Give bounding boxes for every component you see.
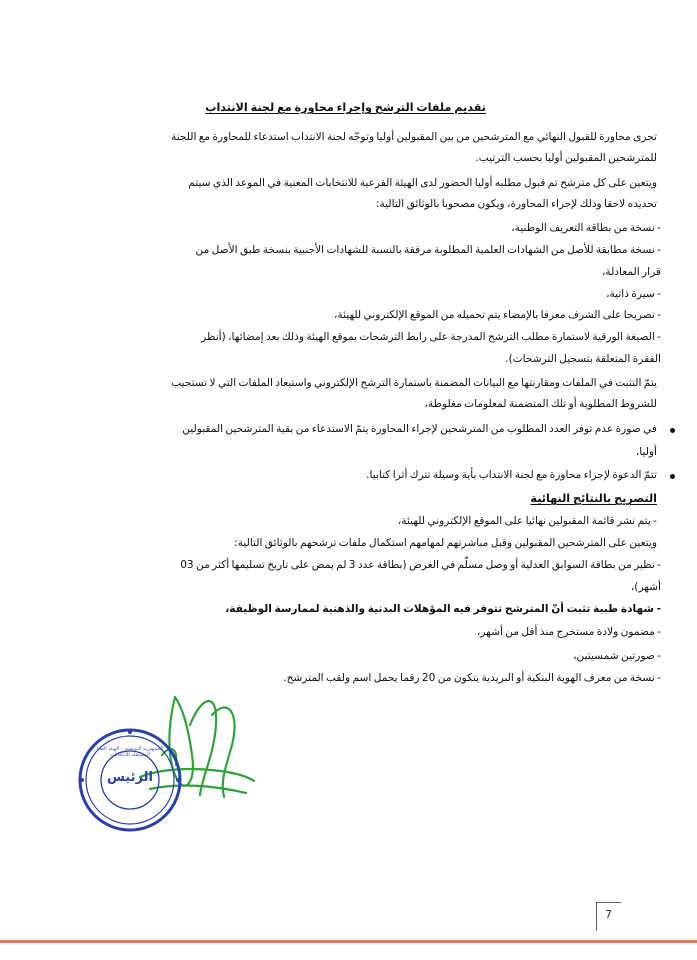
paragraph-line: ويتعين على المترشحين المقبولين وقبل مباشرتهم لمهامهم استكمال ملفات ترشحهم بالوثائق التالية: (234, 537, 657, 549)
paragraph-line: تجرى محاورة للقبول النهائي مع المترشحين من بين المقبولين أوليا وتوجّه لجنة الانتداب استدعاء للمحاورة مع اللجنة (171, 131, 657, 143)
interview-heading: تقديم ملفات الترشح وإجراء محاورة مع لجنة الانتداب (205, 101, 486, 114)
list-item: قرار المعادلة، (601, 266, 661, 278)
paragraph-line: تحديده لاحقا وذلك لإجراء المحاورة، ويكون مصحوبا بالوثائق التالية: (375, 198, 657, 210)
list-item: - نظير من بطاقة السوابق العدلية أو وصل مسلّم في الغرض (بطاقة عدد 3 لم يمض على تاريخ تسليمها أكثر من 03 (180, 559, 661, 571)
list-item: - تصريحا على الشرف معرفا بالإمضاء يتم تحميله من الموقع الإلكتروني للهيئة، (334, 309, 661, 321)
list-item: - نسخة من بطاقة التعريف الوطنية، (511, 222, 661, 234)
page-number: 7 (605, 908, 612, 921)
list-item: - صورتين شمسيتين، (573, 650, 661, 662)
bullet-item: تتمّ الدعوة لإجراء محاورة مع لجنة الانتداب بأية وسيلة تترك أثرا كتابيا. (366, 469, 657, 481)
list-item: - نسخة من معرف الهوية البنكية أو البريدية يتكون من 20 رقما يحمل اسم ولقب المترشح. (283, 672, 661, 684)
list-item: - يتم نشر قائمة المقبولين نهائيا على الموقع الإلكتروني للهيئة، (397, 515, 657, 527)
stamp-ring-text: الجمهورية التونسية - الهيئة العليا المستقلة للانتخابات (96, 746, 164, 758)
list-item: - مضمون ولادة مستخرج منذ أقل من أشهر، (476, 626, 661, 638)
list-item: - نسخة مطابقة للأصل من الشهادات العلمية المطلوبة مرفقة بالنسبة للشهادات الأجنبية بنسخة طبق الأصل من (195, 244, 661, 256)
list-item: الفقرة المتعلقة بتسجيل الترشحات). (505, 353, 661, 365)
bullet-item: في صورة عدم توفر العدد المطلوب من المترشحين لإجراء المحاورة يتمّ الاستدعاء من بقية المترشحين المقبولين (182, 423, 657, 435)
list-item: أشهر)، (630, 581, 661, 593)
bullet-icon (670, 474, 675, 479)
bullet-item: أوليا، (635, 446, 657, 458)
list-item: - الصيغة الورقية لاستمارة مطلب الترشح المدرجة على رابط الترشحات بموقع الهيئة وذلك بعد إمضائها، (أنظر (201, 331, 661, 343)
stamp-label: الرئيس (107, 770, 153, 785)
paragraph-line: ويتعين على كل مترشح تم قبول مطلبه أوليا الحضور لدى الهيئة الفرعية للانتخابات المعنية في الموعد الذي سيتم (188, 177, 657, 189)
bullet-icon (670, 428, 675, 433)
bottom-border (0, 940, 697, 943)
list-item: - شهادة طبية تثبت أنّ المترشح تتوفر فيه المؤهلات البدنية والذهنية لممارسة الوظيفة، (225, 603, 661, 615)
paragraph-line: للشروط المطلوبة أو تلك المتضمنة لمعلومات مغلوطة، (424, 398, 657, 410)
paragraph-line: يتمّ التثبت في الملفات ومقارنتها مع البيانات المضمنة باستمارة الترشح الإلكتروني واستبعاد الملفات التي لا تستجيب (171, 377, 657, 389)
results-heading: التصريح بالنتائج النهائية (530, 492, 657, 505)
paragraph-line: للمترشحين المقبولين أوليا بحسب الترتيب. (475, 152, 657, 164)
list-item: - سيرة ذاتية، (606, 288, 661, 300)
